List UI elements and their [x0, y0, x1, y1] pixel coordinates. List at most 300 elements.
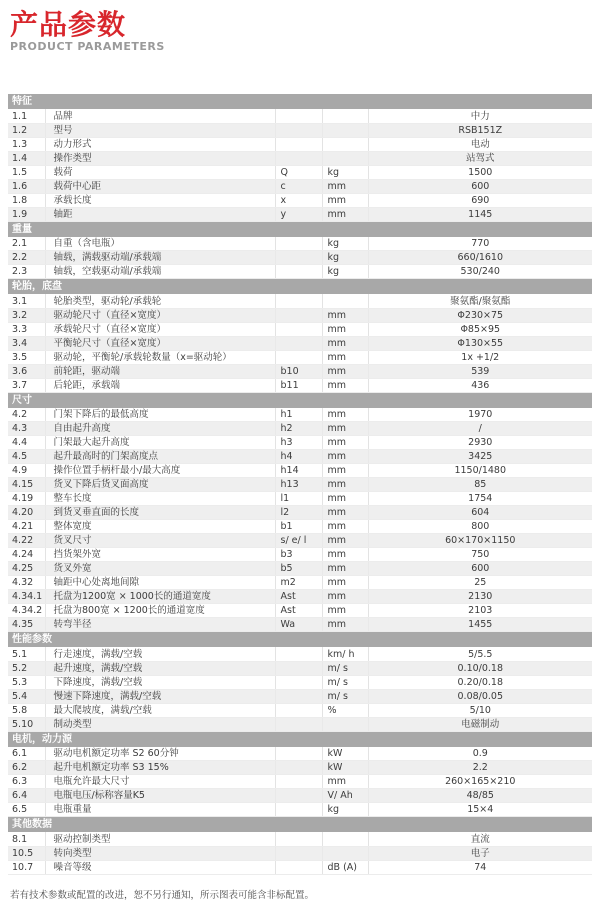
table-row	[8, 789, 592, 803]
param-id: 6.1	[8, 747, 45, 761]
param-name: 整车长度	[45, 492, 275, 506]
param-id: 4.25	[8, 562, 45, 576]
param-id: 3.2	[8, 308, 45, 322]
param-symbol	[275, 322, 322, 336]
section-title: 电机，动力源	[8, 731, 592, 747]
table-row	[8, 378, 592, 392]
param-name: 承载长度	[45, 193, 275, 207]
table-row	[8, 450, 592, 464]
param-unit	[322, 717, 368, 731]
table-row	[8, 675, 592, 689]
table-row	[8, 464, 592, 478]
table-row	[8, 618, 592, 632]
section-header-row	[8, 392, 592, 408]
section-header-row	[8, 279, 592, 295]
param-name: 驱动控制类型	[45, 832, 275, 846]
param-name: 货叉下降后货叉面高度	[45, 478, 275, 492]
param-value: 60×170×1150	[368, 534, 592, 548]
param-name: 托盘为1200宽 × 1000长的通道宽度	[45, 590, 275, 604]
param-id: 1.6	[8, 179, 45, 193]
param-unit: mm	[322, 436, 368, 450]
param-name: 品牌	[45, 109, 275, 123]
param-id: 4.19	[8, 492, 45, 506]
param-symbol	[275, 151, 322, 165]
param-symbol	[275, 832, 322, 846]
section-header-row	[8, 731, 592, 747]
param-id: 1.2	[8, 123, 45, 137]
table-row	[8, 520, 592, 534]
param-name: 动力形式	[45, 137, 275, 151]
table-row	[8, 478, 592, 492]
param-unit: mm	[322, 464, 368, 478]
param-symbol: h1	[275, 408, 322, 422]
param-name: 承载轮尺寸（直径×宽度）	[45, 322, 275, 336]
param-symbol	[275, 846, 322, 860]
param-id: 5.1	[8, 647, 45, 661]
table-row	[8, 251, 592, 265]
param-symbol	[275, 294, 322, 308]
table-row	[8, 492, 592, 506]
param-value: 1970	[368, 408, 592, 422]
param-value: 750	[368, 548, 592, 562]
param-unit: m/ s	[322, 675, 368, 689]
param-symbol	[275, 661, 322, 675]
param-value: 436	[368, 378, 592, 392]
param-id: 3.3	[8, 322, 45, 336]
section-title: 重量	[8, 221, 592, 237]
param-name: 整体宽度	[45, 520, 275, 534]
table-row	[8, 689, 592, 703]
param-unit: %	[322, 703, 368, 717]
param-unit: mm	[322, 336, 368, 350]
param-id: 5.2	[8, 661, 45, 675]
param-value: 690	[368, 193, 592, 207]
table-row	[8, 294, 592, 308]
param-symbol: s/ e/ l	[275, 534, 322, 548]
table-row	[8, 717, 592, 731]
param-id: 1.9	[8, 207, 45, 221]
table-row	[8, 109, 592, 123]
param-unit: mm	[322, 548, 368, 562]
param-id: 3.4	[8, 336, 45, 350]
param-name: 轴距	[45, 207, 275, 221]
param-unit: mm	[322, 534, 368, 548]
param-symbol: Q	[275, 165, 322, 179]
param-name: 平衡轮尺寸（直径×宽度）	[45, 336, 275, 350]
param-name: 行走速度，满载/空载	[45, 647, 275, 661]
table-row	[8, 193, 592, 207]
param-unit: kW	[322, 761, 368, 775]
table-row	[8, 590, 592, 604]
param-value: 2103	[368, 604, 592, 618]
param-value: 直流	[368, 832, 592, 846]
param-symbol: b1	[275, 520, 322, 534]
param-value: 1145	[368, 207, 592, 221]
param-name: 自重（含电瓶）	[45, 237, 275, 251]
param-symbol	[275, 237, 322, 251]
param-name: 电瓶电压/标称容量K5	[45, 789, 275, 803]
param-id: 4.34.2	[8, 604, 45, 618]
section-title: 尺寸	[8, 392, 592, 408]
table-row	[8, 703, 592, 717]
param-id: 4.35	[8, 618, 45, 632]
table-row	[8, 422, 592, 436]
param-name: 驱动轮尺寸（直径×宽度）	[45, 308, 275, 322]
param-name: 自由起升高度	[45, 422, 275, 436]
param-name: 门架下降后的最低高度	[45, 408, 275, 422]
page-subtitle: PRODUCT PARAMETERS	[10, 40, 165, 54]
param-unit: mm	[322, 506, 368, 520]
param-symbol	[275, 336, 322, 350]
table-row	[8, 661, 592, 675]
param-id: 5.8	[8, 703, 45, 717]
section-title: 性能参数	[8, 632, 592, 648]
param-value: 2.2	[368, 761, 592, 775]
param-unit: mm	[322, 322, 368, 336]
table-row	[8, 336, 592, 350]
param-name: 转弯半径	[45, 618, 275, 632]
param-name: 前轮距，驱动端	[45, 364, 275, 378]
footer-note: 若有技术参数或配置的改进，恕不另行通知，所示图表可能含非标配置。	[10, 889, 315, 901]
param-symbol: b3	[275, 548, 322, 562]
param-symbol: h3	[275, 436, 322, 450]
param-unit: mm	[322, 179, 368, 193]
param-name: 载荷	[45, 165, 275, 179]
param-name: 最大爬坡度，满载/空载	[45, 703, 275, 717]
param-name: 驱动轮，平衡轮/承载轮数量（x=驱动轮）	[45, 350, 275, 364]
param-unit	[322, 109, 368, 123]
param-unit: mm	[322, 378, 368, 392]
param-value: 电动	[368, 137, 592, 151]
param-value: 2130	[368, 590, 592, 604]
table-row	[8, 604, 592, 618]
param-unit: mm	[322, 775, 368, 789]
param-symbol	[275, 123, 322, 137]
param-symbol: y	[275, 207, 322, 221]
table-row	[8, 408, 592, 422]
param-unit: kg	[322, 237, 368, 251]
table-row	[8, 775, 592, 789]
section-header-row	[8, 817, 592, 833]
param-name: 托盘为800宽 × 1200长的通道宽度	[45, 604, 275, 618]
section-header-row	[8, 94, 592, 109]
param-value: 539	[368, 364, 592, 378]
param-name: 轴载，空载驱动端/承载端	[45, 265, 275, 279]
param-name: 制动类型	[45, 717, 275, 731]
param-value: 48/85	[368, 789, 592, 803]
param-id: 4.4	[8, 436, 45, 450]
param-unit: mm	[322, 207, 368, 221]
param-symbol	[275, 350, 322, 364]
param-id: 6.5	[8, 803, 45, 817]
param-value: 5/5.5	[368, 647, 592, 661]
param-symbol	[275, 747, 322, 761]
param-name: 起升速度，满载/空载	[45, 661, 275, 675]
param-value: Φ230×75	[368, 308, 592, 322]
param-symbol	[275, 675, 322, 689]
param-name: 到货叉垂直面的长度	[45, 506, 275, 520]
param-value: Φ130×55	[368, 336, 592, 350]
param-value: 0.9	[368, 747, 592, 761]
param-symbol: b10	[275, 364, 322, 378]
param-unit	[322, 137, 368, 151]
param-value: 电子	[368, 846, 592, 860]
param-id: 4.24	[8, 548, 45, 562]
param-name: 型号	[45, 123, 275, 137]
table-row	[8, 506, 592, 520]
param-unit: mm	[322, 478, 368, 492]
table-row	[8, 123, 592, 137]
param-id: 4.34.1	[8, 590, 45, 604]
table-row	[8, 137, 592, 151]
param-unit: kW	[322, 747, 368, 761]
param-name: 货叉外宽	[45, 562, 275, 576]
param-id: 1.5	[8, 165, 45, 179]
param-name: 轴距中心处离地间隙	[45, 576, 275, 590]
param-value: 1x +1/2	[368, 350, 592, 364]
table-row	[8, 647, 592, 661]
param-unit: mm	[322, 450, 368, 464]
table-row	[8, 364, 592, 378]
param-unit	[322, 846, 368, 860]
table-row	[8, 151, 592, 165]
param-id: 10.7	[8, 860, 45, 874]
section-title: 特征	[8, 94, 592, 109]
param-name: 轮胎类型，驱动轮/承载轮	[45, 294, 275, 308]
param-unit: mm	[322, 308, 368, 322]
param-unit: kg	[322, 265, 368, 279]
param-unit: mm	[322, 562, 368, 576]
param-unit: mm	[322, 422, 368, 436]
table-row	[8, 562, 592, 576]
table-row	[8, 207, 592, 221]
param-symbol	[275, 775, 322, 789]
param-symbol	[275, 761, 322, 775]
page-title: 产品参数	[10, 8, 127, 41]
param-value: RSB151Z	[368, 123, 592, 137]
param-symbol	[275, 265, 322, 279]
table-row	[8, 803, 592, 817]
param-unit: mm	[322, 576, 368, 590]
param-value: 1455	[368, 618, 592, 632]
param-unit: mm	[322, 408, 368, 422]
table-row	[8, 860, 592, 874]
param-symbol	[275, 109, 322, 123]
param-name: 载荷中心距	[45, 179, 275, 193]
param-value: 站驾式	[368, 151, 592, 165]
param-value: 85	[368, 478, 592, 492]
param-value: 电磁制动	[368, 717, 592, 731]
param-symbol	[275, 251, 322, 265]
param-unit: dB (A)	[322, 860, 368, 874]
param-value: 2930	[368, 436, 592, 450]
param-value: 260×165×210	[368, 775, 592, 789]
param-value: 中力	[368, 109, 592, 123]
param-id: 4.2	[8, 408, 45, 422]
param-id: 4.3	[8, 422, 45, 436]
param-value: 600	[368, 562, 592, 576]
table-row	[8, 576, 592, 590]
param-symbol	[275, 308, 322, 322]
param-value: 15×4	[368, 803, 592, 817]
param-symbol	[275, 717, 322, 731]
table-row	[8, 165, 592, 179]
param-id: 1.4	[8, 151, 45, 165]
param-id: 4.22	[8, 534, 45, 548]
param-value: 聚氨酯/聚氨酯	[368, 294, 592, 308]
param-id: 1.1	[8, 109, 45, 123]
param-value: 660/1610	[368, 251, 592, 265]
param-name: 挡货架外宽	[45, 548, 275, 562]
table-row	[8, 548, 592, 562]
param-id: 4.5	[8, 450, 45, 464]
param-symbol: m2	[275, 576, 322, 590]
param-unit: mm	[322, 618, 368, 632]
param-symbol: b5	[275, 562, 322, 576]
param-id: 3.7	[8, 378, 45, 392]
param-unit: km/ h	[322, 647, 368, 661]
param-symbol: h13	[275, 478, 322, 492]
param-value: 5/10	[368, 703, 592, 717]
table-row	[8, 832, 592, 846]
table-row	[8, 846, 592, 860]
param-value: 25	[368, 576, 592, 590]
param-id: 4.21	[8, 520, 45, 534]
table-row	[8, 179, 592, 193]
param-name: 慢速下降速度，满载/空载	[45, 689, 275, 703]
param-unit	[322, 123, 368, 137]
param-id: 5.3	[8, 675, 45, 689]
param-name: 电瓶重量	[45, 803, 275, 817]
param-name: 操作类型	[45, 151, 275, 165]
param-unit	[322, 294, 368, 308]
param-name: 货叉尺寸	[45, 534, 275, 548]
param-unit: mm	[322, 350, 368, 364]
param-id: 6.3	[8, 775, 45, 789]
param-symbol: l2	[275, 506, 322, 520]
table-row	[8, 237, 592, 251]
param-symbol: h4	[275, 450, 322, 464]
param-id: 3.5	[8, 350, 45, 364]
param-value: Φ85×95	[368, 322, 592, 336]
param-value: 3425	[368, 450, 592, 464]
param-symbol	[275, 789, 322, 803]
param-value: 604	[368, 506, 592, 520]
section-header-row	[8, 221, 592, 237]
param-symbol: Wa	[275, 618, 322, 632]
param-unit: mm	[322, 193, 368, 207]
param-symbol	[275, 689, 322, 703]
param-value: 1500	[368, 165, 592, 179]
param-value: 1150/1480	[368, 464, 592, 478]
param-value: 770	[368, 237, 592, 251]
param-symbol	[275, 703, 322, 717]
param-id: 1.8	[8, 193, 45, 207]
table-row	[8, 761, 592, 775]
param-id: 4.20	[8, 506, 45, 520]
param-name: 后轮距，承载端	[45, 378, 275, 392]
param-name: 转向类型	[45, 846, 275, 860]
page-header	[8, 10, 592, 53]
param-value: 600	[368, 179, 592, 193]
param-id: 2.3	[8, 265, 45, 279]
param-unit: mm	[322, 492, 368, 506]
table-row	[8, 534, 592, 548]
param-unit: m/ s	[322, 661, 368, 675]
param-id: 4.15	[8, 478, 45, 492]
param-name: 电瓶允许最大尺寸	[45, 775, 275, 789]
param-value: 0.20/0.18	[368, 675, 592, 689]
param-symbol	[275, 647, 322, 661]
param-name: 起升最高时的门架高度点	[45, 450, 275, 464]
param-id: 3.1	[8, 294, 45, 308]
param-symbol	[275, 803, 322, 817]
section-title: 其他数据	[8, 817, 592, 833]
param-name: 驱动电机额定功率 S2 60分钟	[45, 747, 275, 761]
param-unit: mm	[322, 364, 368, 378]
param-unit	[322, 151, 368, 165]
param-value: 0.08/0.05	[368, 689, 592, 703]
param-id: 4.9	[8, 464, 45, 478]
param-unit: mm	[322, 520, 368, 534]
param-symbol: l1	[275, 492, 322, 506]
table-row	[8, 350, 592, 364]
param-unit: m/ s	[322, 689, 368, 703]
param-unit: kg	[322, 165, 368, 179]
param-value: 530/240	[368, 265, 592, 279]
table-row	[8, 265, 592, 279]
param-value: /	[368, 422, 592, 436]
param-value: 1754	[368, 492, 592, 506]
table-row	[8, 436, 592, 450]
param-name: 起升电机额定功率 S3 15%	[45, 761, 275, 775]
param-id: 5.10	[8, 717, 45, 731]
section-title: 轮胎，底盘	[8, 279, 592, 295]
param-name: 轴载，满载驱动端/承载端	[45, 251, 275, 265]
param-id: 1.3	[8, 137, 45, 151]
param-id: 10.5	[8, 846, 45, 860]
param-value: 800	[368, 520, 592, 534]
param-symbol: h2	[275, 422, 322, 436]
param-unit: V/ Ah	[322, 789, 368, 803]
param-symbol: Ast	[275, 604, 322, 618]
param-id: 4.32	[8, 576, 45, 590]
param-unit	[322, 832, 368, 846]
param-unit: mm	[322, 590, 368, 604]
param-name: 操作位置手柄杆最小/最大高度	[45, 464, 275, 478]
param-symbol: b11	[275, 378, 322, 392]
table-row	[8, 308, 592, 322]
param-symbol: x	[275, 193, 322, 207]
param-id: 6.4	[8, 789, 45, 803]
param-name: 噪音等级	[45, 860, 275, 874]
param-id: 2.1	[8, 237, 45, 251]
param-id: 8.1	[8, 832, 45, 846]
param-symbol: c	[275, 179, 322, 193]
param-value: 74	[368, 860, 592, 874]
param-value: 0.10/0.18	[368, 661, 592, 675]
param-id: 3.6	[8, 364, 45, 378]
product-parameters-table	[8, 94, 592, 875]
param-unit: kg	[322, 251, 368, 265]
param-symbol	[275, 860, 322, 874]
param-symbol	[275, 137, 322, 151]
section-header-row	[8, 632, 592, 648]
param-unit: mm	[322, 604, 368, 618]
param-id: 5.4	[8, 689, 45, 703]
param-name: 下降速度，满载/空载	[45, 675, 275, 689]
param-name: 门架最大起升高度	[45, 436, 275, 450]
